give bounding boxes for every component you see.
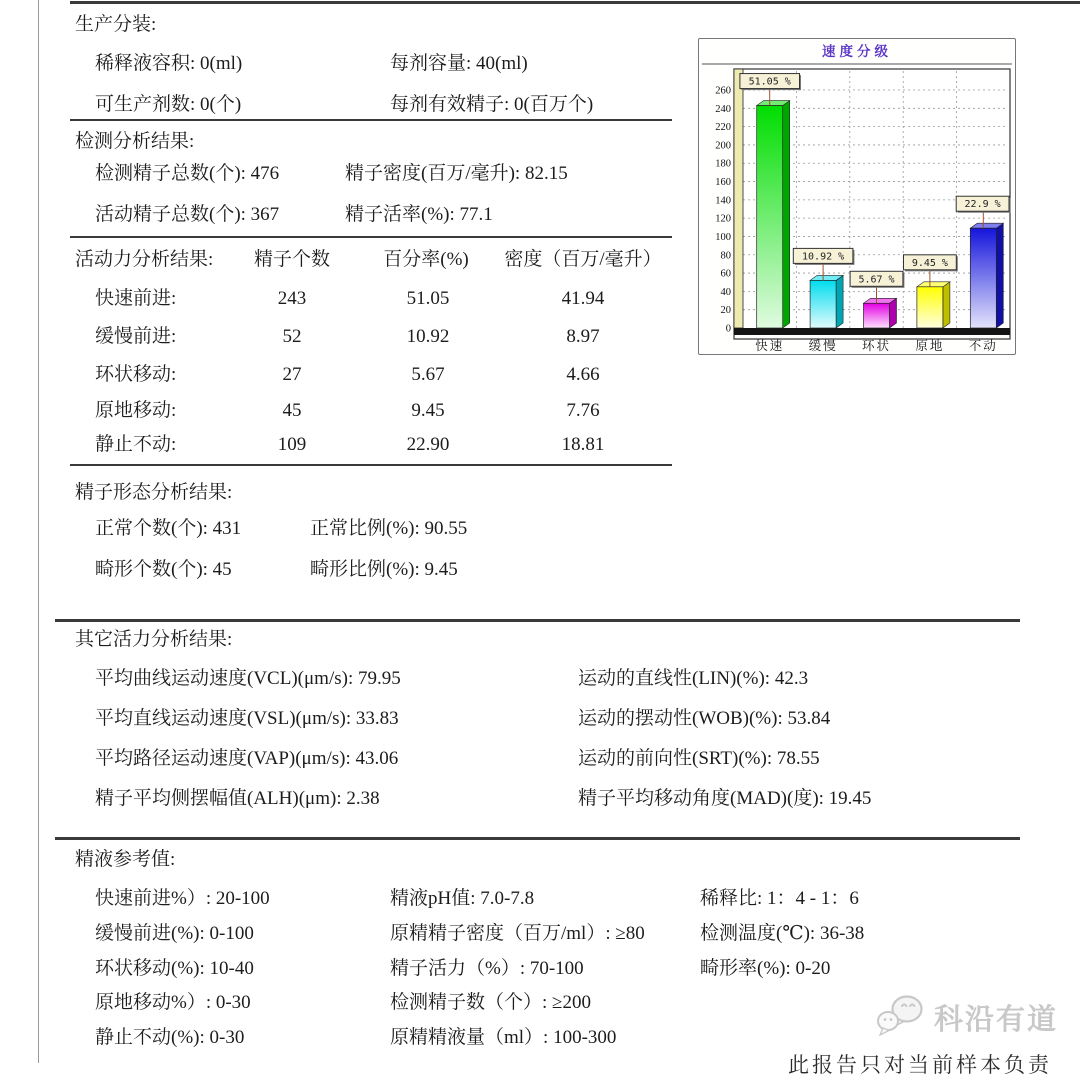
svg-text:140: 140 bbox=[715, 195, 731, 207]
motility-header-percent: 百分率(%) bbox=[383, 249, 469, 270]
top-rule bbox=[70, 1, 1080, 4]
svg-text:120: 120 bbox=[715, 213, 731, 225]
left-margin-rule bbox=[38, 0, 39, 1063]
svg-text:快速: 快速 bbox=[755, 339, 785, 353]
svg-text:环状: 环状 bbox=[861, 339, 892, 353]
svg-text:220: 220 bbox=[715, 122, 731, 134]
motility-row-density: 18.81 bbox=[561, 434, 605, 455]
watermark-text: 科沿有道 bbox=[934, 1004, 1059, 1036]
divider-motility bbox=[70, 464, 672, 466]
kinematics-title: 其它活力分析结果: bbox=[75, 629, 233, 650]
motility-row-count: 45 bbox=[282, 400, 302, 421]
motility-header-count: 精子个数 bbox=[253, 249, 331, 270]
divider-reference bbox=[55, 837, 1020, 840]
vap-value: 平均路径运动速度(VAP)(μm/s): 43.06 bbox=[95, 748, 399, 769]
reference-title: 精液参考值: bbox=[75, 849, 176, 870]
normal-ratio: 正常比例(%): 90.55 bbox=[310, 518, 468, 539]
normal-count: 正常个数(个): 431 bbox=[95, 518, 242, 539]
abnormal-count: 畸形个数(个): 45 bbox=[95, 559, 232, 580]
motility-row-label: 缓慢前进: bbox=[95, 326, 177, 347]
divider-production bbox=[70, 119, 672, 121]
divider-kinematics bbox=[55, 619, 1020, 622]
svg-text:260: 260 bbox=[715, 85, 731, 97]
motility-row-label: 静止不动: bbox=[95, 434, 177, 455]
motility-row-label: 环状移动: bbox=[95, 364, 177, 385]
svg-text:200: 200 bbox=[715, 140, 731, 152]
ref-raw-density: 原精精子密度（百万/ml）: ≥80 bbox=[390, 923, 645, 944]
sperm-motility-rate: 精子活率(%): 77.1 bbox=[345, 204, 493, 225]
ref-ph: 精液pH值: 7.0-7.8 bbox=[390, 888, 535, 909]
svg-text:0: 0 bbox=[725, 323, 731, 335]
morphology-title: 精子形态分析结果: bbox=[75, 482, 233, 503]
ref-detected-count: 检测精子数（个）: ≥200 bbox=[390, 992, 591, 1013]
dose-volume: 每剂容量: 40(ml) bbox=[390, 53, 528, 74]
ref-dilution-ratio: 稀释比: 1：4 - 1：6 bbox=[700, 888, 859, 909]
srt-value: 运动的前向性(SRT)(%): 78.55 bbox=[578, 748, 820, 769]
wob-value: 运动的摆动性(WOB)(%): 53.84 bbox=[578, 708, 831, 729]
speed-chart-svg bbox=[699, 39, 1015, 354]
speed-chart bbox=[698, 38, 1016, 355]
svg-text:原地: 原地 bbox=[915, 339, 945, 353]
motility-row-label: 快速前进: bbox=[95, 288, 177, 309]
svg-text:不动: 不动 bbox=[968, 339, 998, 353]
motility-header-density: 密度（百万/毫升） bbox=[504, 249, 662, 270]
svg-text:20: 20 bbox=[720, 305, 731, 317]
mad-value: 精子平均移动角度(MAD)(度): 19.45 bbox=[578, 788, 872, 809]
motility-row-density: 4.66 bbox=[566, 364, 600, 385]
svg-text:180: 180 bbox=[715, 158, 731, 170]
svg-text:5.67 %: 5.67 % bbox=[858, 274, 895, 286]
motility-row-percent: 9.45 bbox=[411, 400, 445, 421]
vcl-value: 平均曲线运动速度(VCL)(μm/s): 79.95 bbox=[95, 668, 401, 689]
ref-raw-volume: 原精精液量（ml）: 100-300 bbox=[390, 1027, 617, 1048]
motility-row-count: 243 bbox=[277, 288, 307, 309]
abnormal-ratio: 畸形比例(%): 9.45 bbox=[310, 559, 458, 580]
motility-row-count: 27 bbox=[282, 364, 302, 385]
ref-inplace: 原地移动%）: 0-30 bbox=[95, 992, 251, 1013]
svg-text:缓慢: 缓慢 bbox=[808, 339, 838, 353]
svg-text:51.05 %: 51.05 % bbox=[748, 76, 791, 88]
divider-detection bbox=[70, 236, 672, 238]
svg-text:速度分级: 速度分级 bbox=[822, 44, 892, 59]
motility-row-density: 41.94 bbox=[561, 288, 605, 309]
motility-row-label: 原地移动: bbox=[95, 400, 177, 421]
svg-text:60: 60 bbox=[720, 268, 731, 280]
wechat-bubbles-icon bbox=[876, 992, 928, 1043]
vsl-value: 平均直线运动速度(VSL)(μm/s): 33.83 bbox=[95, 708, 399, 729]
dilution-volume: 稀释液容积: 0(ml) bbox=[95, 53, 243, 74]
motility-row-count: 52 bbox=[282, 326, 302, 347]
alh-value: 精子平均侧摆幅值(ALH)(μm): 2.38 bbox=[95, 788, 380, 809]
ref-abnormal-rate: 畸形率(%): 0-20 bbox=[700, 958, 831, 979]
svg-text:160: 160 bbox=[715, 177, 731, 189]
motility-title: 活动力分析结果: bbox=[75, 249, 214, 270]
svg-text:100: 100 bbox=[715, 231, 731, 243]
sperm-density: 精子密度(百万/毫升): 82.15 bbox=[345, 163, 568, 184]
svg-text:80: 80 bbox=[720, 250, 731, 262]
ref-temperature: 检测温度(℃): 36-38 bbox=[700, 923, 865, 944]
lin-value: 运动的直线性(LIN)(%): 42.3 bbox=[578, 668, 809, 689]
motility-row-density: 7.76 bbox=[566, 400, 600, 421]
motility-row-count: 109 bbox=[277, 434, 307, 455]
ref-immotile: 静止不动(%): 0-30 bbox=[95, 1027, 245, 1048]
effective-sperm-per-dose: 每剂有效精子: 0(百万个) bbox=[390, 94, 594, 115]
svg-text:22.9 %: 22.9 % bbox=[964, 199, 1001, 211]
ref-rapid: 快速前进%）: 20-100 bbox=[95, 888, 270, 909]
watermark bbox=[876, 992, 1058, 1043]
ref-circular: 环状移动(%): 10-40 bbox=[95, 958, 254, 979]
detection-title: 检测分析结果: bbox=[75, 131, 195, 152]
svg-text:40: 40 bbox=[720, 286, 731, 298]
motility-row-percent: 51.05 bbox=[406, 288, 450, 309]
svg-text:9.45 %: 9.45 % bbox=[911, 257, 948, 269]
svg-text:240: 240 bbox=[715, 103, 731, 115]
motility-row-density: 8.97 bbox=[566, 326, 600, 347]
production-title: 生产分装: bbox=[75, 14, 157, 35]
footer-note: 此报告只对当前样本负责 bbox=[788, 1053, 1052, 1077]
motility-row-percent: 10.92 bbox=[406, 326, 450, 347]
motile-sperm-count: 活动精子总数(个): 367 bbox=[95, 204, 280, 225]
svg-text:10.92 %: 10.92 % bbox=[802, 251, 845, 263]
producible-doses: 可生产剂数: 0(个) bbox=[95, 94, 242, 115]
total-sperm-count: 检测精子总数(个): 476 bbox=[95, 163, 280, 184]
ref-vitality: 精子活力（%）: 70-100 bbox=[390, 958, 584, 979]
motility-row-percent: 5.67 bbox=[411, 364, 445, 385]
ref-slow: 缓慢前进(%): 0-100 bbox=[95, 923, 254, 944]
motility-row-percent: 22.90 bbox=[406, 434, 450, 455]
